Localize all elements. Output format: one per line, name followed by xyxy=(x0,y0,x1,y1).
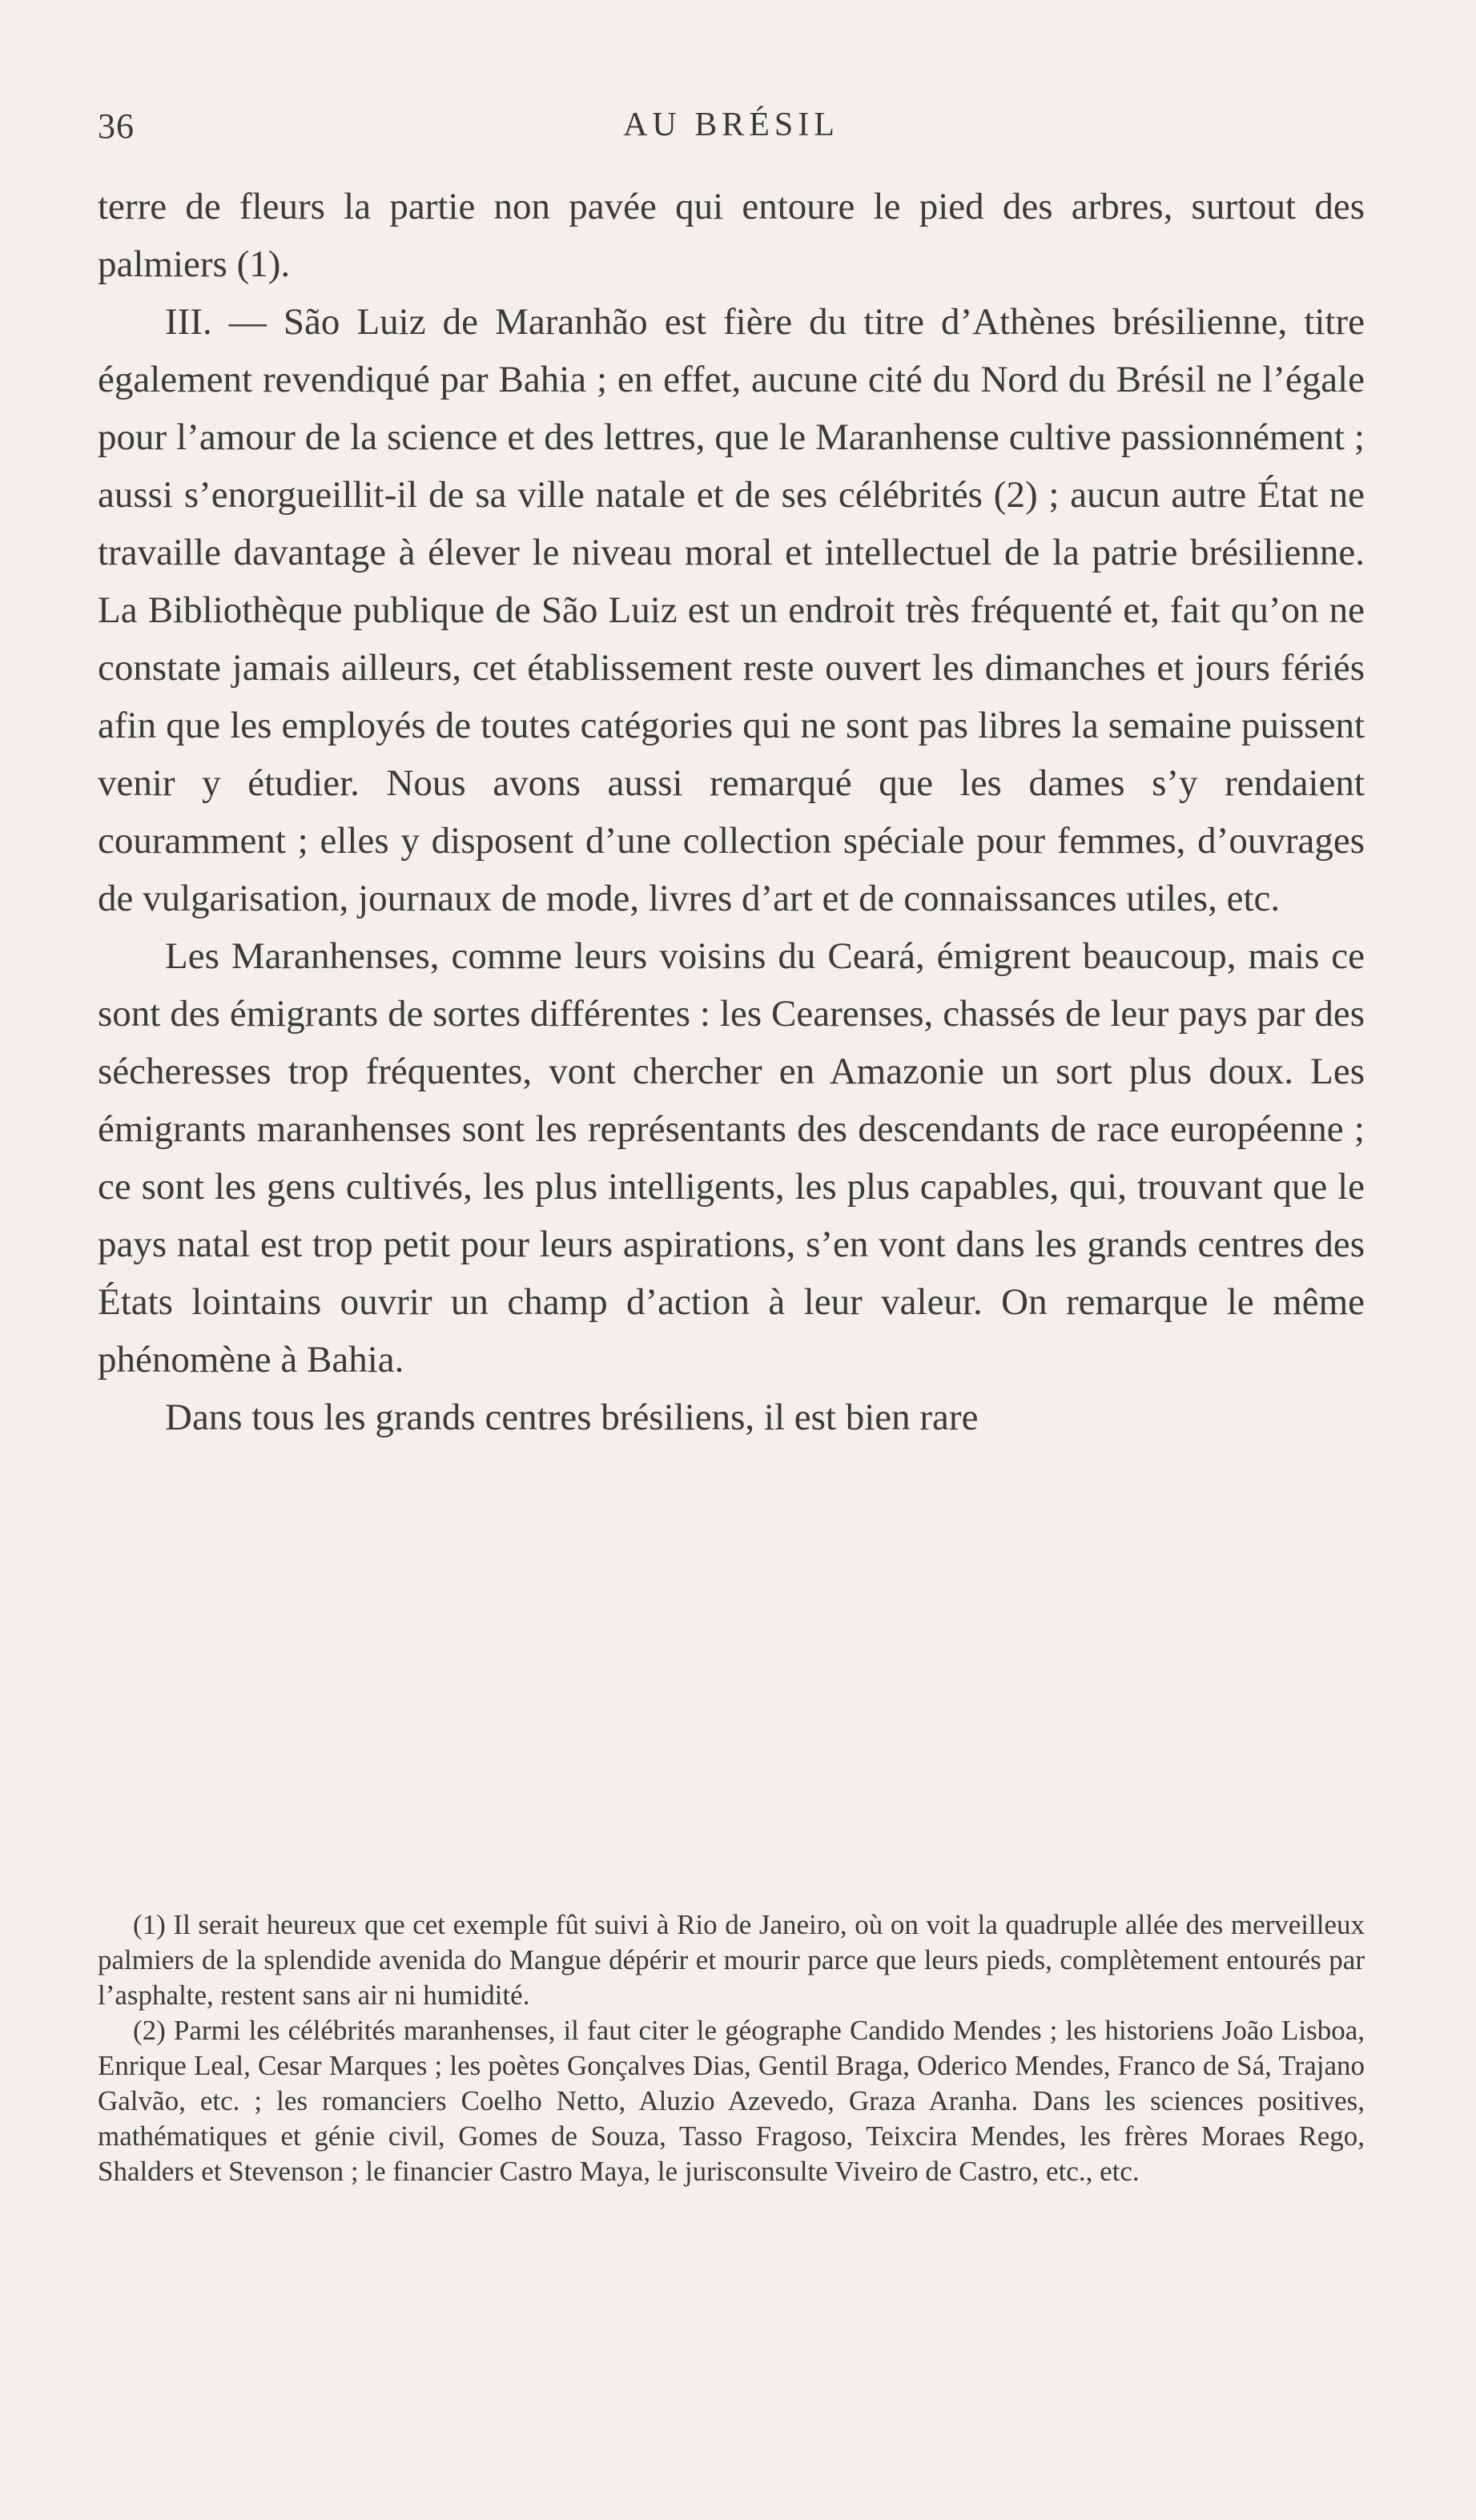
footnote: (1) Il serait heureux que cet exemple fût suivi à Rio de Janeiro, où on voit la quadruple allée des merveilleux palmiers de la splendide avenida do Mangue dépérir et mourir parce que leurs pieds, complètement entourés par l’asphalte, restent sans air ni humidité. xyxy=(98,1909,1365,2011)
footnote: (2) Parmi les célébrités maranhenses, il faut citer le géographe Candido Mendes ; les historiens João Lisboa, Enrique Leal, Cesar Marques ; les poètes Gonçalves Dias, Gentil Braga, Oderico Mendes, Franco de Sá, Trajano Galvão, etc. ; les romanciers Coelho Netto, Aluzio Azevedo, Graza Aranha. Dans les sciences positives, mathématiques et génie civil, Gomes de Souza, Tasso Fragoso, Teixcira Mendes, les frères Moraes Rego, Shalders et Stevenson ; le financier Castro Maya, le jurisconsulte Viveiro de Castro, etc., etc. xyxy=(98,2015,1365,2187)
page-number: 36 xyxy=(98,107,135,146)
page-header xyxy=(98,106,1365,154)
paragraph: terre de fleurs la partie non pavée qui entoure le pied des arbres, surtout des palmiers (1). xyxy=(98,186,1365,285)
paragraph: Dans tous les grands centres brésiliens, il est bien rare xyxy=(165,1397,979,1438)
main-text xyxy=(98,178,1365,1446)
paragraph: Les Maranhenses, comme leurs voisins du Ceará, émigrent beaucoup, mais ce sont des émigrants de sortes différentes : les Cearenses, chassés de leur pays par des sécheresses trop fréquentes, vont chercher en Amazonie un sort plus doux. Les émigrants maranhenses sont les représentants des descendants de race européenne ; ce sont les gens cultivés, les plus intelligents, les plus capables, qui, trouvant que le pays natal est trop petit pour leurs aspirations, s’en vont dans les grands centres des États lointains ouvrir un champ d’action à leur valeur. On remarque le même phénomène à Bahia. xyxy=(98,935,1365,1381)
footnotes xyxy=(98,1907,1365,2189)
paragraph: III. — São Luiz de Maranhão est fière du titre d’Athènes brésilienne, titre également revendiqué par Bahia ; en effet, aucune cité du Nord du Brésil ne l’égale pour l’amour de la science et des lettres, que le Maranhense cultive passionnément ; aussi s’enorgueillit-il de sa ville natale et de ses célébrités (2) ; aucun autre État ne travaille davantage à élever le niveau moral et intellectuel de la patrie brésilienne. La Bibliothèque publique de São Luiz est un endroit très fréquenté et, fait qu’on ne constate jamais ailleurs, cet établissement reste ouvert les dimanches et jours fériés afin que les employés de toutes catégories qui ne sont pas libres la semaine puissent venir y étudier. Nous avons aussi remarqué que les dames s’y rendaient couramment ; elles y disposent d’une collection spéciale pour femmes, d’ouvrages de vulgarisation, journaux de mode, livres d’art et de connaissances utiles, etc. xyxy=(98,301,1365,919)
running-title: AU BRÉSIL xyxy=(623,107,839,143)
